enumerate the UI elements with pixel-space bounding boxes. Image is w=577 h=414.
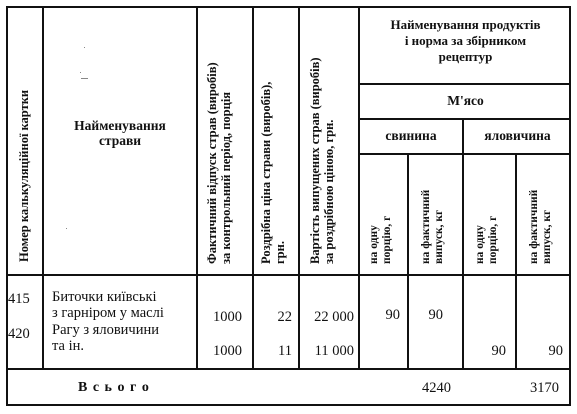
header-actual-output-line: Фактичний відпуск страв (виробів)	[205, 62, 219, 264]
row2-price: 11	[278, 343, 292, 359]
row1-dish-name	[52, 289, 164, 321]
header-pork-per-portion	[368, 216, 394, 264]
header-products-norm-line: рецептур	[438, 49, 493, 64]
row2-output: 1000	[213, 343, 242, 359]
header-card-number: Номер калькуляційної картки	[17, 89, 31, 262]
row1-price: 22	[277, 309, 292, 325]
header-retail-price	[259, 82, 287, 264]
header-beef-per-actual	[528, 190, 554, 264]
header-per-actual-line: випуск, кг	[541, 209, 553, 264]
row-divider	[358, 118, 571, 120]
total-label: В с ь о г о	[78, 380, 150, 395]
row2-beef-portion: 90	[491, 343, 506, 359]
header-pork-per-actual	[420, 190, 446, 264]
header-dish-name	[44, 118, 196, 148]
header-products-norm	[360, 17, 571, 65]
header-per-portion-line: на одну	[368, 225, 380, 264]
row1-card-no: 415	[8, 291, 30, 307]
row1-pork-portion: 90	[385, 307, 400, 323]
header-value-line: Вартість випущених страв (виробів)	[308, 57, 322, 264]
row-divider	[358, 153, 571, 155]
scan-speck	[84, 47, 85, 48]
header-actual-output	[205, 62, 233, 264]
col-divider	[515, 153, 517, 369]
header-value	[308, 57, 336, 264]
row2-value: 11 000	[314, 343, 354, 359]
row2-dish-name-line: Рагу з яловичини	[52, 322, 160, 338]
row2-beef-actual: 90	[548, 343, 563, 359]
row2-dish-name-line: та ін.	[52, 338, 84, 354]
row2-dish-name	[52, 322, 159, 354]
header-per-portion-line: порцію, г	[381, 215, 393, 264]
row1-dish-name-line: з гарніром у маслі	[52, 305, 164, 321]
header-per-portion-line: порцію, г	[487, 215, 499, 264]
row1-value: 22 000	[314, 309, 354, 325]
scan-speck	[81, 78, 88, 79]
row1-dish-name-line: Биточки київські	[52, 289, 157, 305]
scan-speck	[66, 228, 67, 229]
header-per-actual-line: на фактичний	[528, 189, 540, 264]
header-per-actual-line: випуск, кг	[433, 209, 445, 264]
total-line	[6, 368, 571, 370]
row-divider	[358, 83, 571, 85]
header-per-actual-line: на фактичний	[420, 189, 432, 264]
row2-card-no: 420	[8, 326, 30, 342]
header-beef: яловичина	[484, 128, 551, 143]
scan-speck	[80, 72, 81, 73]
header-products-norm-line: і норма за збірником	[404, 33, 527, 48]
total-beef-actual: 3170	[530, 380, 559, 396]
col-divider	[407, 153, 409, 369]
header-dish-name-line: Найменування	[74, 118, 166, 133]
header-bottom-line	[6, 274, 571, 276]
header-products-norm-line: Найменування продуктів	[390, 17, 541, 32]
header-actual-output-line: за контрольний період, порція	[219, 91, 233, 264]
header-per-portion-line: на одну	[474, 225, 486, 264]
header-retail-price-line: Роздрібна ціна страви (виробів),	[259, 81, 273, 264]
header-retail-price-line: грн.	[273, 241, 287, 264]
total-pork-actual: 4240	[422, 380, 451, 396]
row1-output: 1000	[213, 309, 242, 325]
header-value-line: за роздрібною ціною, грн.	[322, 119, 336, 264]
header-beef-per-portion	[474, 216, 500, 264]
header-pork: свинина	[385, 128, 437, 143]
header-meat: М'ясо	[447, 93, 484, 108]
row1-pork-actual: 90	[428, 307, 443, 323]
col-divider	[462, 118, 464, 369]
col-divider	[42, 7, 44, 369]
header-dish-name-line: страви	[98, 133, 142, 148]
